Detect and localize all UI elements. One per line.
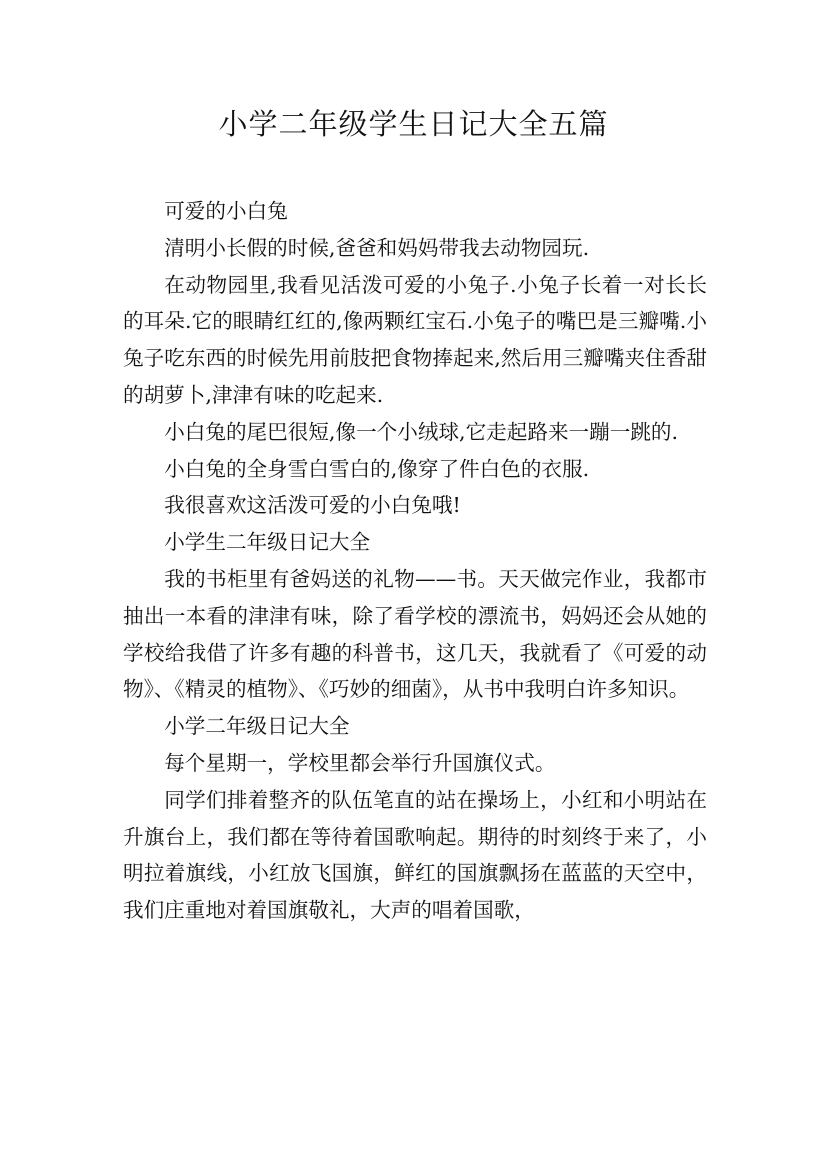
paragraph: 可爱的小白兔 [164, 199, 288, 223]
paragraph: 每个星期一，学校里都会举行升国旗仪式。 [164, 750, 556, 775]
document-body [123, 193, 707, 929]
document-title: 小学二年级学生日记大全五篇 [218, 107, 609, 141]
paragraph: 小白兔的尾巴很短,像一个小绒球,它走起路来一蹦一跳的. [164, 419, 679, 444]
paragraph: 小白兔的全身雪白雪白的,像穿了件白色的衣服. [164, 456, 590, 481]
paragraph: 我很喜欢这活泼可爱的小白兔哦! [164, 493, 461, 518]
paragraph: 清明小长假的时候,爸爸和妈妈带我去动物园玩. [164, 235, 590, 260]
paragraph: 在动物园里,我看见活泼可爱的小兔子.小兔子长着一对长长的耳朵.它的眼睛红红的,像两颗红宝石.小兔子的嘴巴是三瓣嘴.小兔子吃东西的时候先用前肢把食物捧起来,然后用三瓣嘴夹住香甜的胡萝卜,津津有味的吃起来. [123, 272, 707, 407]
paragraph: 小学二年级日记大全 [164, 714, 350, 739]
paragraph: 同学们排着整齐的队伍笔直的站在操场上，小红和小明站在升旗台上，我们都在等待着国歌响起。期待的时刻终于来了，小明拉着旗线，小红放飞国旗，鲜红的国旗飘扬在蓝蓝的天空中，我们庄重地对着国旗敬礼，大声的唱着国歌， [123, 787, 707, 923]
paragraph: 我的书柜里有爸妈送的礼物——书。天天做完作业，我都市抽出一本看的津津有味，除了看学校的漂流书，妈妈还会从她的学校给我借了许多有趣的科普书，这几天，我就看了《可爱的动物》、《精灵的植物》、《巧妙的细菌》，从书中我明白许多知识。 [123, 566, 707, 702]
paragraph: 小学生二年级日记大全 [164, 530, 371, 555]
